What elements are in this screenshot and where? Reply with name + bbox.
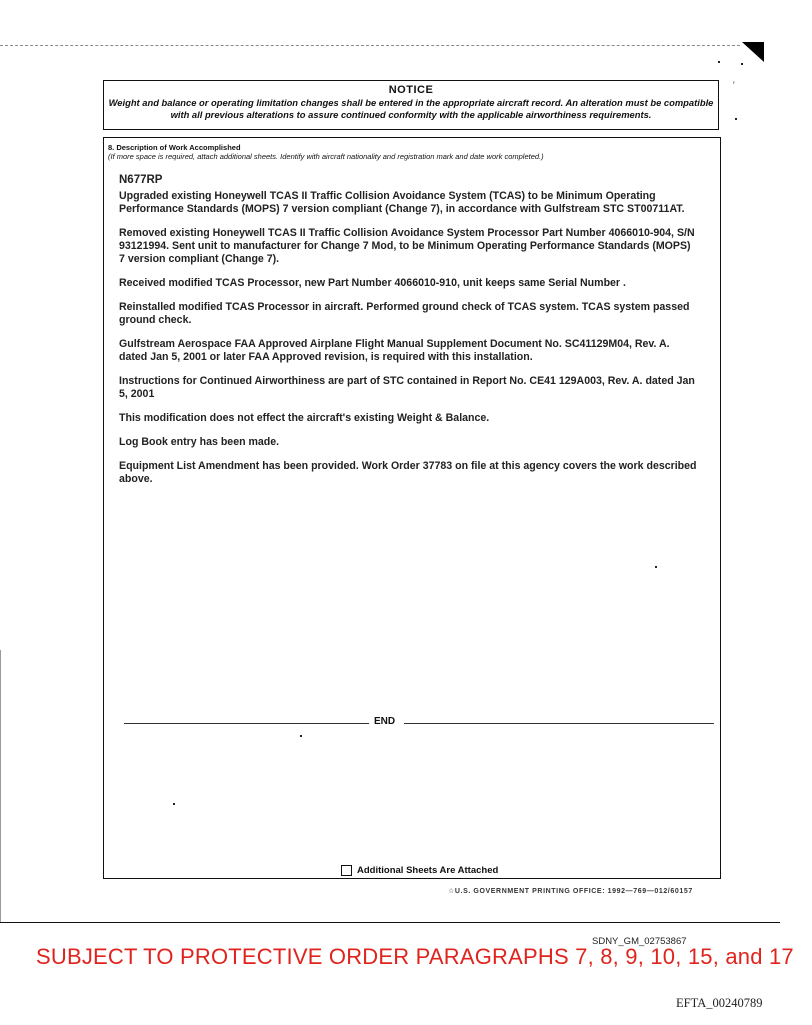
- end-separator: [104, 716, 718, 730]
- scan-speck: [735, 118, 737, 120]
- scan-artifact: ′: [733, 80, 735, 90]
- efta-number: EFTA_00240789: [676, 996, 763, 1010]
- scan-speck: [718, 61, 720, 63]
- gpo-imprint: ☆U.S. GOVERNMENT PRINTING OFFICE: 1992—769—012/60157: [448, 888, 693, 895]
- work-paragraph: Received modified TCAS Processor, new Part Number 4066010-910, unit keeps same Serial Number .: [119, 277, 626, 289]
- work-paragraph: Log Book entry has been made.: [119, 436, 280, 448]
- work-paragraph: Equipment List Amendment has been provided. Work Order 37783 on file at this agency covers the work described above.: [119, 460, 697, 485]
- scan-speck: [300, 735, 302, 737]
- scan-speck: [655, 566, 657, 568]
- scan-corner-mark: [742, 42, 764, 62]
- end-rule-left: [124, 723, 369, 724]
- bates-number: SDNY_GM_02753867: [592, 936, 687, 947]
- left-margin-rule: [0, 650, 1, 922]
- work-paragraph: Gulfstream Aerospace FAA Approved Airplane Flight Manual Supplement Document No. SC41129M04, Rev. A. dated Jan 5, 2001 or later FAA Approved revision, is required with this installation.: [119, 338, 670, 363]
- end-rule-right: [404, 723, 714, 724]
- page-bottom-rule: [0, 922, 780, 923]
- work-paragraph: Reinstalled modified TCAS Processor in aircraft. Performed ground check of TCAS system. TCAS system passed ground check.: [119, 301, 690, 326]
- section-title: 8. Description of Work Accomplished: [108, 143, 241, 152]
- notice-text: Weight and balance or operating limitation changes shall be entered in the appropriate aircraft record. An alteration must be compatible with all previous alterations to assure continued conformity with the applicable airworthiness requirements.: [108, 97, 714, 120]
- section-header: [108, 143, 544, 161]
- work-description-form: [103, 137, 721, 879]
- work-description-body: [119, 174, 699, 497]
- work-paragraph: This modification does not effect the aircraft's existing Weight & Balance.: [119, 412, 490, 424]
- aircraft-registration: N677RP: [119, 174, 163, 186]
- additional-sheets-row: [341, 865, 498, 876]
- work-paragraph: Removed existing Honeywell TCAS II Traffic Collision Avoidance System Processor Part Number 4066010-904, S/N 93121994. Sent unit to manufacturer for Change 7 Mod, to be Minimum Operating Performance Standards (MOPS) 7 version compliant (Change 7).: [119, 227, 695, 265]
- section-instructions: (If more space is required, attach additional sheets. Identify with aircraft nationality and registration mark and date work completed.): [108, 152, 544, 161]
- additional-sheets-checkbox[interactable]: [341, 865, 352, 876]
- work-paragraph: Upgraded existing Honeywell TCAS II Traffic Collision Avoidance System (TCAS) to be Minimum Operating Performance Standards (MOPS) 7 version compliant (Change 7), in accordance with Gulfstream STC ST00711AT.: [119, 190, 685, 215]
- protective-order-stamp: SUBJECT TO PROTECTIVE ORDER PARAGRAPHS 7, 8, 9, 10, 15, and 17: [36, 944, 794, 969]
- end-label: END: [374, 716, 396, 727]
- top-dashed-rule: [0, 45, 740, 46]
- additional-sheets-label: Additional Sheets Are Attached: [357, 865, 499, 876]
- notice-title: NOTICE: [388, 84, 434, 96]
- scan-speck: [741, 63, 743, 65]
- scan-speck: [173, 803, 175, 805]
- work-paragraph: Instructions for Continued Airworthiness are part of STC contained in Report No. CE41 129A003, Rev. A. dated Jan 5, 2001: [119, 375, 695, 400]
- notice-box: [103, 80, 719, 130]
